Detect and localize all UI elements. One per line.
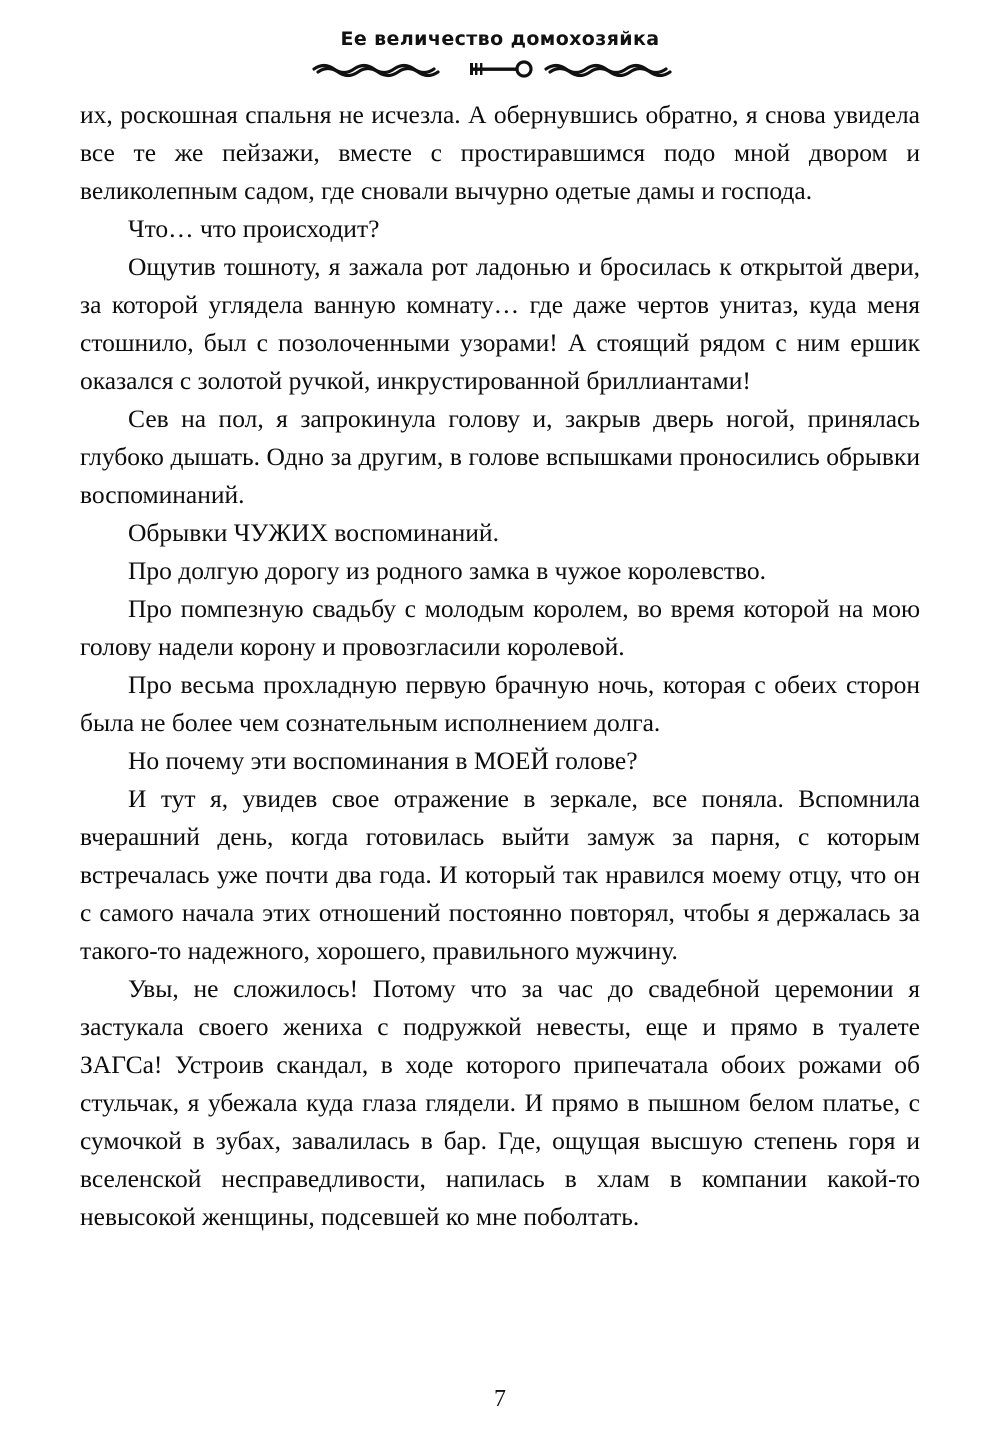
paragraph: И тут я, увидев свое отражение в зеркале, все поняла. Вспомнила вчерашний день, когда готовилась выйти замуж за парня, с которым встречалась уже почти два года. И который так нравился моему отцу, что он с самого начала этих отношений постоянно повторял, чтобы я держалась за такого-то надежного, хорошего, правильного мужчину. (80, 784, 920, 965)
paragraph: их, роскошная спальня не исчезла. А обернувшись обратно, я снова увидела все те же пейзажи, вместе с простиравшимся подо мной двором и великолепным садом, где сновали вычурно одетые дамы и господа. (80, 100, 920, 205)
paragraph: Про долгую дорогу из родного замка в чужое королевство. (128, 556, 767, 585)
paragraph: Сев на пол, я запрокинула голову и, закрыв дверь ногой, принялась глубоко дышать. Одно за другим, в голове вспышками проносились обрывки воспоминаний. (80, 404, 920, 509)
running-head-title: Ее величество домохозяйка (340, 28, 660, 50)
paragraph: Увы, не сложилось! Потому что за час до свадебной церемонии я застукала своего жениха с подружкой невесты, еще и прямо в туалете ЗАГСа! Устроив скандал, в ходе которого припечатала обоих рожами об стульчак, я убежала куда глаза глядели. И прямо в пышном белом платье, с сумочкой в зубах, завалилась в бар. Где, ощущая высшую степень горя и вселенской несправедливости, напилась в хлам в компании какой-то невысокой женщины, подсевшей ко мне поболтать. (80, 974, 920, 1231)
page-number: 7 (494, 1386, 506, 1412)
paragraph: Про весьма прохладную первую брачную ночь, которая с обеих сторон была не более чем сознательным исполнением долга. (80, 670, 920, 737)
ornamental-divider-icon (40, 56, 960, 82)
page-body-text (80, 96, 920, 1236)
paragraph: Ощутив тошноту, я зажала рот ладонью и бросилась к открытой двери, за которой углядела ванную комнату… где даже чертов унитаз, куда меня стошнило, был с позолоченными узорами! А стоящий рядом с ним ершик оказался с золотой ручкой, инкрустированной бриллиантами! (80, 252, 920, 395)
paragraph: Про помпезную свадьбу с молодым королем, во время которой на мою голову надели корону и провозгласили королевой. (80, 594, 920, 661)
paragraph: Что… что происходит? (128, 214, 380, 243)
paragraph: Обрывки ЧУЖИХ воспоминаний. (128, 518, 499, 547)
paragraph: Но почему эти воспоминания в МОЕЙ голове? (128, 746, 638, 775)
